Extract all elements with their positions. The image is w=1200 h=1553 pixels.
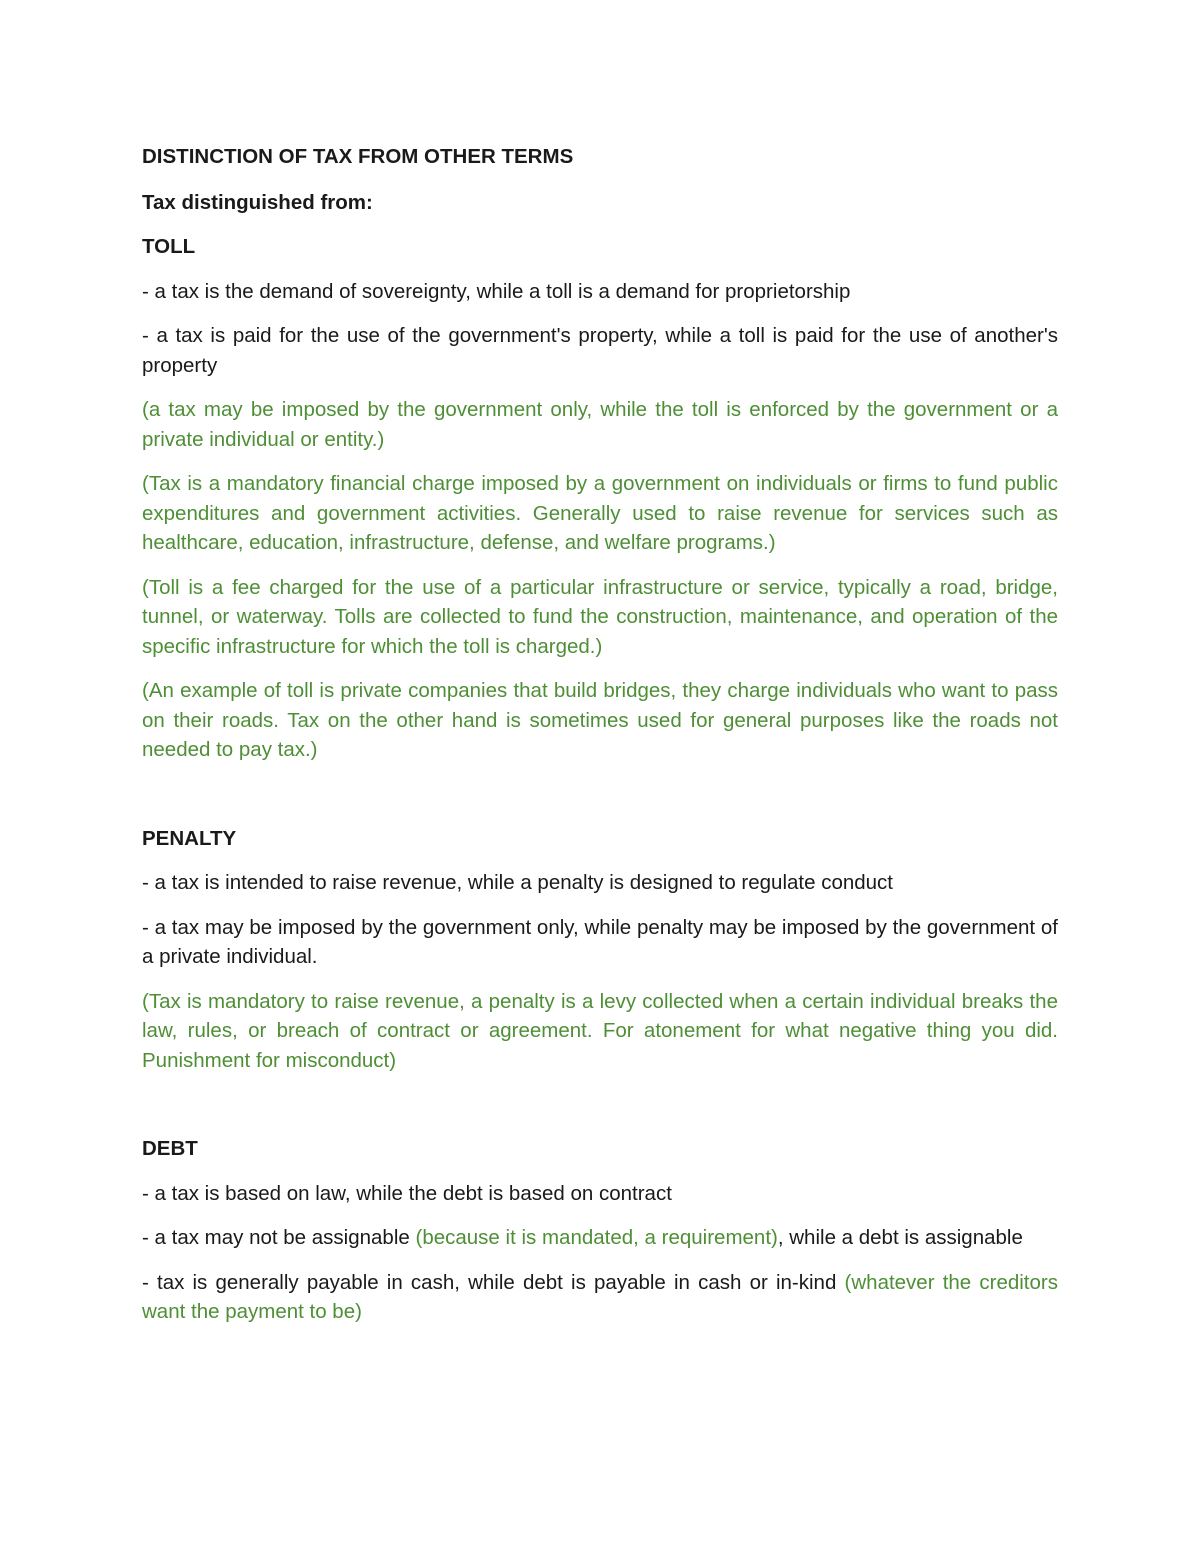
debt-point-3 [142,1268,1058,1327]
debt-point-2-text-a: - a tax may not be assignable [142,1226,416,1249]
debt-section [142,1134,1058,1327]
section-spacer [142,1090,1058,1134]
debt-point-2-text-b: , while a debt is assignable [777,1226,1023,1249]
penalty-point-1: - a tax is intended to raise revenue, while a penalty is designed to regulate conduct [142,871,893,894]
toll-note-4: (An example of toll is private companies that build bridges, they charge individuals who want to pass on their roads. Tax on the other hand is sometimes used for general purposes like the roads not needed to pay tax.) [142,679,1058,761]
debt-heading: DEBT [142,1137,198,1160]
toll-note-3: (Toll is a fee charged for the use of a particular infrastructure or service, typically a road, bridge, tunnel, or waterway. Tolls are collected to fund the construction, maintenance, and operation of the specific infrastructure for which the toll is charged.) [142,575,1058,658]
penalty-section [142,824,1058,1076]
document-title: DISTINCTION OF TAX FROM OTHER TERMS [142,145,574,168]
debt-point-3-text: - tax is generally payable in cash, while debt is payable in cash or in-kind [142,1270,845,1294]
debt-point-2 [142,1223,1058,1253]
penalty-heading: PENALTY [142,826,237,850]
toll-point-1: - a tax is the demand of sovereignty, while a toll is a demand for proprietorship [142,279,851,303]
toll-heading: TOLL [142,235,196,258]
penalty-point-2: - a tax may be imposed by the government only, while penalty may be imposed by the government of a private individual. [142,915,1058,968]
document-subtitle: Tax distinguished from: [142,190,373,214]
debt-point-1: - a tax is based on law, while the debt is based on contract [142,1181,672,1205]
toll-note-2: (Tax is a mandatory financial charge imposed by a government on individuals or firms to fund public expenditures and government activities. Generally used to raise revenue for services such as healthcare, education, infrastructure, defense, and welfare programs.) [142,472,1058,554]
debt-point-3-note: (whatever the creditors want the payment to be) [142,1270,1058,1323]
penalty-note-1: (Tax is mandatory to raise revenue, a penalty is a levy collected when a certain individual breaks the law, rules, or breach of contract or agreement. For atonement for what negative thing you did. Punishment for misconduct) [142,989,1058,1072]
toll-point-2: - a tax is paid for the use of the government's property, while a toll is paid for the use of another's property [142,324,1058,377]
section-spacer [142,780,1058,824]
toll-section [142,232,1058,765]
toll-note-1: (a tax may be imposed by the government only, while the toll is enforced by the government or a private individual or entity.) [142,398,1058,451]
debt-point-2-note: (because it is mandated, a requirement) [415,1226,778,1249]
